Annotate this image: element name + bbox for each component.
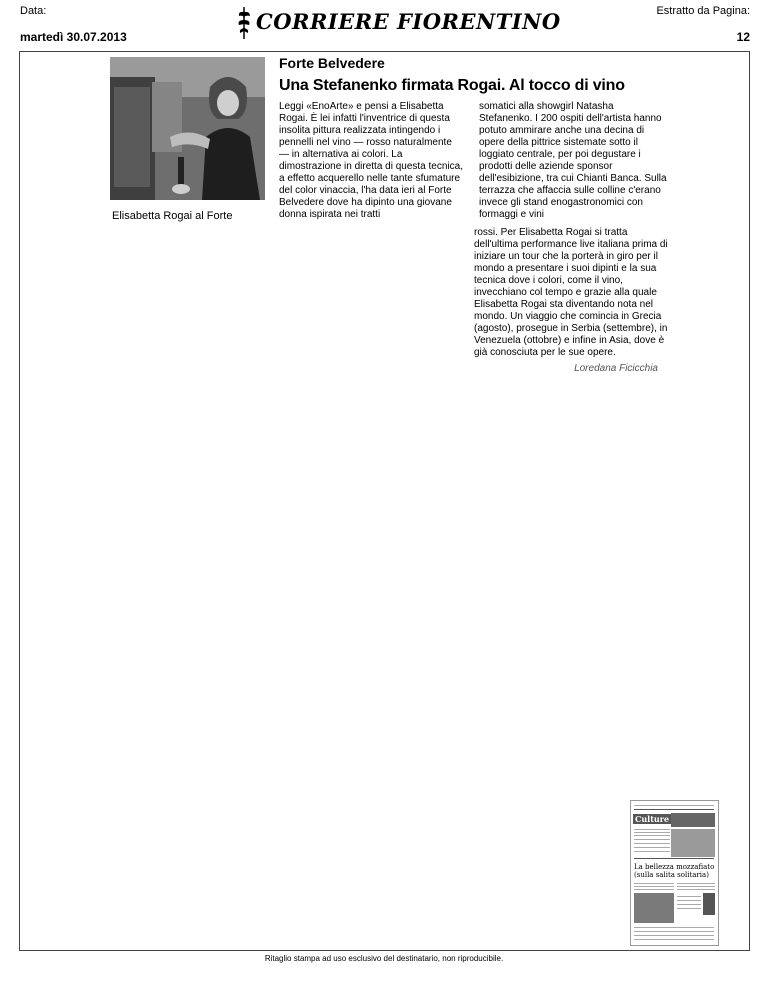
article-column-3: rossi. Per Elisabetta Rogai si tratta dell'ultima performance live italiana prima di iniziare un tour che la porterà in giro per il mondo a presentare i suoi dipinti e la sua tecnica dove i colori, come il vino, invecchiano col tempo e grazie alla quale Elisabetta Rogai sta diventando nota nel mondo. Un viaggio che comincia in Grecia (agosto), prosegue in Serbia (settembre), in Venezuela (ottobre) e infine in Asia, dove è già conosciuta per le sue opere. — [474, 227, 668, 358]
page-number: 12 — [736, 30, 750, 44]
date-label: Data: — [20, 5, 47, 17]
thumbnail-section-label: Culture — [635, 814, 670, 824]
newspaper-masthead: CORRIERE FIORENTINO — [256, 9, 561, 34]
photo-caption: Elisabetta Rogai al Forte — [112, 210, 233, 222]
thumbnail-headline: La bellezza mozzafiato (sulla salita solitaria) — [634, 863, 715, 879]
article-byline: Loredana Ficicchia — [574, 363, 658, 374]
article-kicker: Forte Belvedere — [279, 55, 385, 71]
article-headline: Una Stefanenko firmata Rogai. Al tocco di vino — [279, 77, 625, 94]
publication-date: martedì 30.07.2013 — [20, 30, 127, 44]
masthead-logo-icon — [236, 6, 252, 40]
article-photo — [110, 57, 265, 200]
footer-notice: Ritaglio stampa ad uso esclusivo del destinatario, non riproducibile. — [264, 954, 504, 963]
article-column-2: somatici alla showgirl Natasha Stefanenko. I 200 ospiti dell'artista hanno potuto ammirare anche una decina di opere della pittrice sistemate sotto il loggiato centrale, per poi degustare i prodotti delle aziende sponsor dell'esibizione, tra cui Chianti Banca. Sulla terrazza che affaccia sulle colline c'erano invece gli stand enogastronomici con formaggi e vini — [479, 101, 667, 220]
page-label: Estratto da Pagina: — [656, 5, 750, 17]
article-column-1: Leggi «EnoArte» e pensi a Elisabetta Rogai. È lei infatti l'inventrice di questa insolita pittura realizzata intingendo i pennelli nel vino — rosso naturalmente — in alternativa ai colori. La dimostrazione in diretta di questa tecnica, a effetto acquerello nelle tante sfumature del color vinaccia, l'ha data ieri al Forte Belvedere dove ha dipinto una giovane donna ispirata nei tratti — [279, 101, 463, 220]
page-thumbnail — [630, 800, 719, 946]
